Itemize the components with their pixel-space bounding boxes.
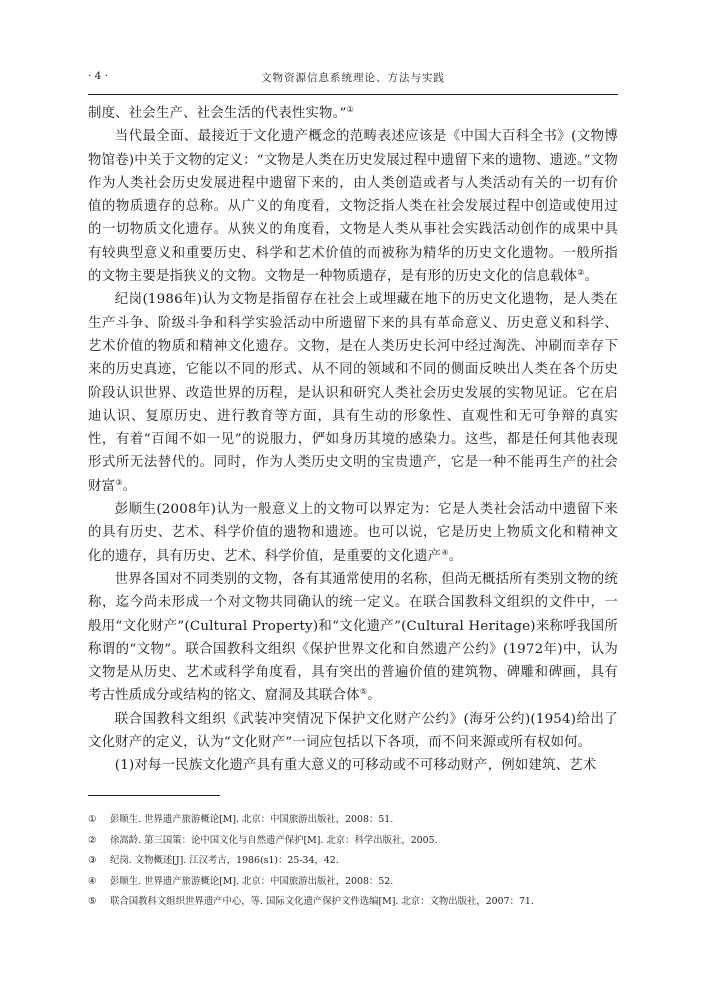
footnote-item: [88, 831, 618, 852]
footnote-ref[interactable]: ④: [441, 547, 449, 557]
footnote-item: [88, 892, 618, 913]
paragraph-definition-encyclopedia: [88, 125, 618, 288]
footnote-text: 纪岗. 文物概述[J]. 江汉考古，1986(s1)：25-34，42.: [110, 855, 339, 867]
header-rule: [88, 94, 618, 95]
footnote-rule: [88, 795, 220, 796]
paragraph-text: 当代最全面、最接近于文化遗产概念的范畴表述应该是《中国大百科全书》(文物博物馆卷)中关于文物的定义：“文物是人类在历史发展过程中遗留下来的遗物、遗迹。”文物作为人类社会历史发展进程中遗留下来的，由人类创造或者与人类活动有关的一切有价值的物质遗存的总称。从广义的角度看，文物泛指人类在社会发展过程中创造或使用过的一切物质文化遗存。从狭义的角度看，文物是人类从事社会实践活动创作的成果中具有较典型意义和重要历史、科学和艺术价值的而被称为精华的历史文化遗物。一般所指的文物主要是指狭义的文物。文物是一种物质遗存，是有形的历史文化的信息载体: [88, 129, 618, 285]
paragraph-text: 世界各国对不同类别的文物，各有其通常使用的名称，但尚无概括所有类别文物的统称，迄今尚未形成一个对文物共同确认的统一定义。在联合国教科文组织的文件中，一般用“文化财产”(Cultural Property)和“文化遗产”(Cultural Heritage)来称呼我国所称谓的“文物”。联合国教科文组织《保护世界文化和自然遗产公约》(1972年)中，认为文物是从历史、艺术或科学角度看，具有突出的普遍价值的建筑物、碑雕和碑画，具有考古性质成分或结构的铭文、窟洞及其联合体: [88, 571, 618, 704]
footnote-item: [88, 872, 618, 893]
paragraph-pengshunsheng: [88, 498, 618, 568]
footnote-text: 彭顺生. 世界遗产旅游概论[M]. 北京：中国旅游出版社，2008：51.: [110, 814, 394, 825]
page-number: · 4 ·: [88, 70, 109, 82]
body-text: [88, 102, 618, 778]
footnote-item: [88, 851, 618, 872]
paragraph-continuation: [88, 102, 618, 125]
footnote-mark: ①: [88, 814, 97, 825]
footnote-mark: ⑤: [88, 896, 97, 908]
footnote-ref[interactable]: ②: [577, 268, 585, 278]
paragraph-text: 制度、社会生产、社会生活的代表性实物。”: [88, 106, 347, 121]
paragraph-tail: 。: [367, 688, 381, 704]
paragraph-list-item-1: [88, 754, 618, 777]
paragraph-text: 联合国教科文组织《武装冲突情况下保护文化财产公约》(海牙公约)(1954)给出了文化财产的定义，认为“文化财产”一词应包括以下各项，而不问来源或所有权如何。: [88, 711, 618, 751]
footnote-ref[interactable]: ③: [115, 477, 123, 487]
paragraph-text: (1)对每一民族文化遗产具有重大意义的可移动或不可移动财产，例如建筑、艺术: [114, 758, 597, 774]
paragraph-tail: 。: [448, 548, 463, 564]
footnote-mark: ④: [88, 875, 97, 887]
footnote-mark: ③: [88, 855, 97, 867]
paragraph-hague-1954: [88, 708, 618, 755]
paragraph-jigang: [88, 288, 618, 498]
paragraph-text: 彭顺生(2008年)认为一般意义上的文物可以界定为：它是人类社会活动中遗留下来的具有历史、艺术、科学价值的遗物和遗迹。也可以说，它是历史上物质文化和精神文化的遗存，具有历史、艺术、科学价值，是重要的文化遗产: [88, 502, 618, 564]
footnote-item: [88, 810, 618, 831]
paragraph-tail: 。: [122, 478, 137, 494]
footnote-text: 徐嵩龄. 第三国策：论中国文化与自然遗产保护[M]. 北京：科学出版社，2005.: [110, 834, 438, 846]
paragraph-unesco-1972: [88, 568, 618, 708]
footnotes: [88, 810, 618, 913]
footnote-text: 联合国教科文组织世界遗产中心，等. 国际文化遗产保护文件选编[M]. 北京：文物出版社，2007：71.: [110, 896, 534, 908]
footnote-ref[interactable]: ①: [346, 105, 354, 114]
paragraph-text: 纪岗(1986年)认为文物是指留存在社会上或埋藏在地下的历史文化遗物，是人类在生产斗争、阶级斗争和科学实验活动中所遗留下来的具有革命意义、历史意义和科学、艺术价值的物质和精神文化遗存。文物，是在人类历史长河中经过淘洗、冲刷而幸存下来的历史真迹，它能以不同的形式、从不同的领域和不同的侧面反映出人类在各个历史阶段认识世界、改造世界的历程，是认识和研究人类社会历史发展的实物见证。它在启迪认识、复原历史、进行教育等方面，具有生动的形象性、直观性和无可争辩的真实性，有着“百闻不如一见”的说服力，俨如身历其境的感染力。这些，都是任何其他表现形式所无法替代的。同时，作为人类历史文明的宝贵遗产，它是一种不能再生产的社会财富: [88, 292, 618, 494]
footnote-mark: ②: [88, 834, 97, 846]
running-title: 文物资源信息系统理论、方法与实践: [261, 72, 445, 84]
paragraph-tail: 。: [584, 269, 599, 285]
footnote-ref[interactable]: ⑤: [359, 687, 368, 697]
footnote-text: 彭顺生. 世界遗产旅游概论[M]. 北京：中国旅游出版社，2008：52.: [110, 875, 394, 887]
running-header: [88, 66, 618, 88]
